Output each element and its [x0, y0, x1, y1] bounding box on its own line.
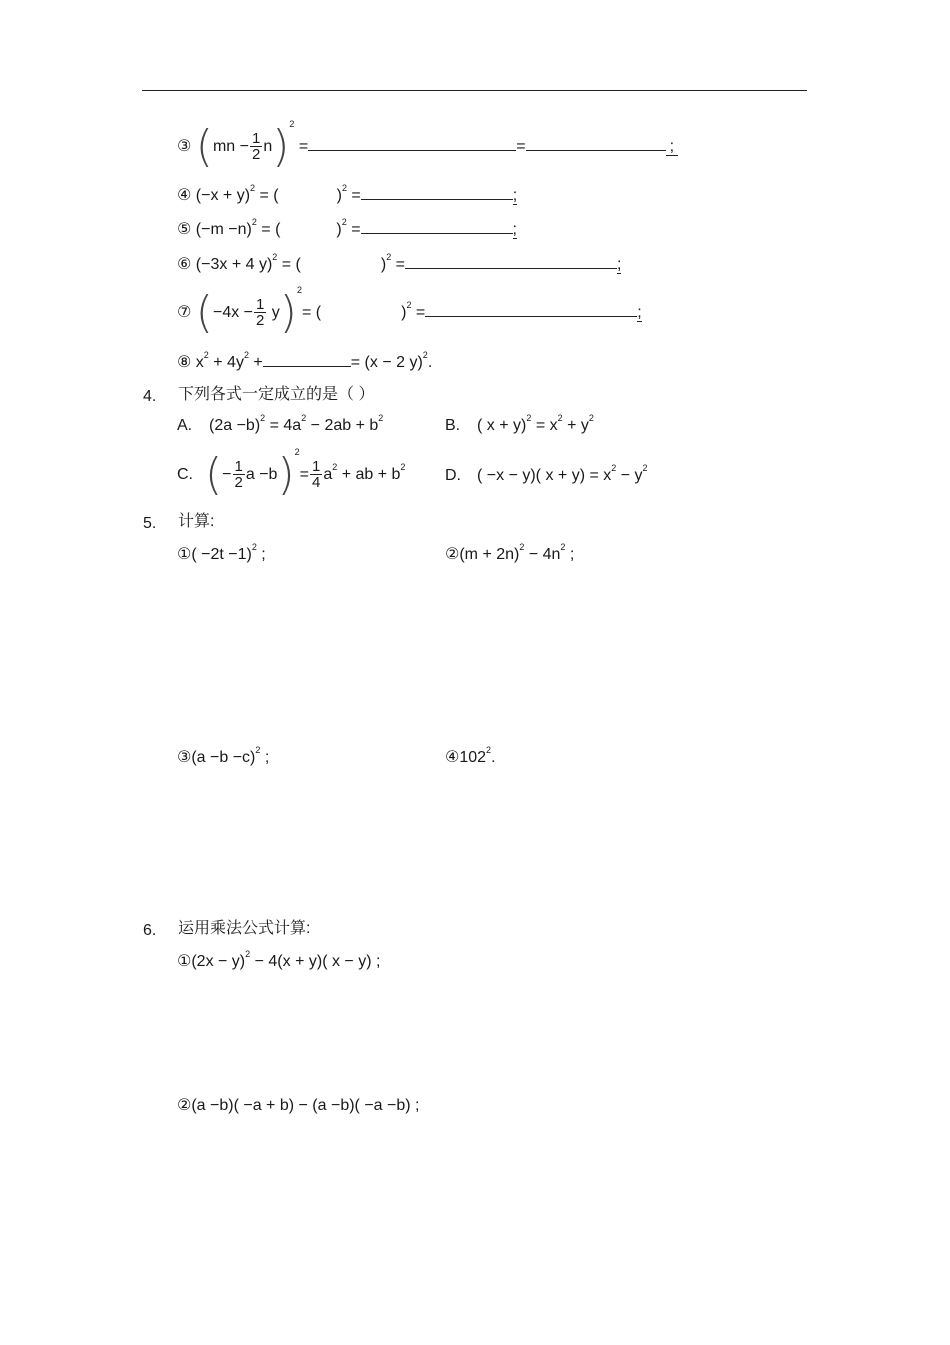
q6-item-2 [177, 1097, 419, 1114]
fraction-half: $\frac{1}{2}$ [252, 129, 261, 164]
answer-blank-5[interactable] [361, 221, 513, 234]
circle-mark-1: ① [177, 544, 192, 563]
exponent: 2 [251, 217, 257, 227]
option-text: = 4a [269, 417, 302, 434]
option-text: ( −x − y)( x + y) = x [477, 467, 612, 484]
circle-mark-6: ⑥ [177, 254, 192, 273]
expr: (−x + y) [195, 187, 251, 204]
circle-mark-3: ③ [177, 747, 192, 766]
exponent: 2 [526, 413, 532, 423]
q5-item-4 [445, 745, 496, 766]
exponent: 2 [611, 463, 617, 473]
semicolon: ; [261, 546, 266, 563]
semicolon: ; [637, 304, 642, 321]
equals: = [516, 138, 526, 155]
option-a[interactable] [177, 413, 384, 434]
fraction-half: $\frac{1}{2}$ [234, 457, 243, 492]
option-d[interactable] [445, 463, 648, 484]
left-paren: ( [195, 120, 213, 172]
equals: = [298, 138, 309, 155]
exponent: 2 [486, 745, 492, 755]
item-7 [177, 285, 642, 338]
period: . [427, 354, 433, 371]
q5-item-1 [177, 542, 266, 563]
circle-mark-4: ④ [445, 747, 460, 766]
circle-mark-8: ⑧ [177, 352, 192, 371]
left-paren: ( [205, 448, 223, 500]
q5-item-2 [445, 542, 575, 563]
exponent: 2 [243, 350, 249, 360]
exponent: 2 [378, 413, 384, 423]
answer-area-q6-2[interactable] [176, 1125, 796, 1315]
expr: − 4(x + y)( x − y) ; [254, 953, 381, 970]
option-text: + y [567, 417, 589, 434]
option-b[interactable] [445, 413, 594, 434]
option-text: − 2ab + b [310, 417, 379, 434]
expr-x: x [195, 354, 204, 371]
exponent: 2 [245, 949, 251, 959]
expr-rhs: = (x − 2 y) [350, 354, 423, 371]
option-text: − [222, 466, 232, 483]
circle-mark-2: ② [445, 544, 460, 563]
semicolon: ; [666, 138, 678, 156]
exponent: 2 [301, 413, 307, 423]
header-rule [142, 90, 807, 91]
q6-item-1 [177, 949, 381, 970]
exponent: 2 [260, 413, 266, 423]
question-4-stem: 下列各式一定成立的是（ ） [178, 386, 375, 403]
equals: = [351, 221, 361, 238]
answer-area-q5-row1[interactable] [176, 570, 796, 740]
exponent: 2 [400, 462, 406, 472]
right-paren: ) [279, 286, 297, 338]
circle-mark-3: ③ [177, 136, 192, 155]
answer-blank-6[interactable] [405, 256, 617, 269]
expr-y: y [271, 304, 280, 321]
answer-blank-3a[interactable] [308, 138, 516, 151]
item-3: ③ (mn − $\frac{1}{2}$ n)$^2$ = = ; [177, 124, 678, 169]
expr: (m + 2n) [459, 546, 520, 563]
exponent: 2 [642, 463, 648, 473]
item-6 [177, 252, 622, 273]
left-paren: ( [195, 286, 213, 338]
option-text: − y [620, 467, 643, 484]
exponent: 2 [557, 413, 563, 423]
exponent: 2 [341, 183, 347, 193]
equals: = [299, 466, 309, 483]
exponent: 2 [422, 350, 428, 360]
expr: 102 [459, 749, 487, 766]
exponent: 2 [296, 285, 302, 295]
right-paren: ) [277, 448, 295, 500]
question-6-number: 6. [143, 922, 157, 939]
equals: = [351, 187, 361, 204]
item-8 [177, 350, 433, 371]
expr: (−m −n) [195, 221, 252, 238]
answer-blank-3b[interactable] [526, 138, 666, 151]
option-text: ( x + y) [477, 417, 527, 434]
circle-mark-5: ⑤ [177, 219, 192, 238]
close-paren: ) [401, 304, 407, 321]
equals-open: = ( [301, 304, 322, 321]
exponent: 2 [332, 462, 338, 472]
expr: ( −2t −1) [191, 546, 252, 563]
option-label: C. [177, 466, 193, 483]
close-paren: ) [380, 256, 387, 273]
close-paren: ) [336, 221, 342, 238]
equals-open: = ( [261, 221, 281, 238]
fraction-quarter: $\frac{1}{4}$ [311, 457, 321, 492]
semicolon: ; [512, 221, 517, 238]
circle-mark-4: ④ [177, 185, 192, 204]
answer-area-q5-row2[interactable] [176, 775, 796, 915]
plus: + [253, 354, 263, 371]
exponent: 2 [250, 183, 256, 193]
option-c[interactable] [177, 447, 406, 500]
circle-mark-1: ① [177, 951, 192, 970]
fraction-half: $\frac{1}{2}$ [256, 295, 265, 330]
option-label: B. [445, 417, 461, 434]
exponent: 2 [251, 542, 257, 552]
expr-n: n [263, 138, 273, 155]
exponent: 2 [588, 413, 594, 423]
expr: (−3x + 4 y) [195, 256, 273, 273]
exponent: 2 [203, 350, 209, 360]
semicolon: ; [569, 546, 575, 563]
answer-blank-4[interactable] [361, 187, 513, 200]
exponent: 2 [406, 300, 412, 310]
question-5-number: 5. [143, 515, 157, 532]
equals: = [395, 256, 406, 273]
question-5-stem: 计算: [178, 513, 215, 530]
close-paren: ) [336, 187, 342, 204]
expr-mn: mn [212, 138, 236, 155]
exponent: 2 [289, 119, 295, 129]
equals-open: = ( [259, 187, 279, 204]
exponent: 2 [386, 252, 392, 262]
expr-pre: −4x − [212, 304, 253, 321]
question-6-stem: 运用乘法公式计算: [178, 920, 311, 937]
equals-open: = ( [281, 256, 301, 273]
option-text: (2a −b) [209, 417, 261, 434]
exponent: 2 [560, 542, 566, 552]
right-paren: ) [272, 120, 290, 172]
period: . [491, 749, 496, 766]
semicolon: ; [617, 256, 622, 273]
equals: = [415, 304, 426, 321]
circle-mark-7: ⑦ [177, 302, 192, 321]
expr: (2x − y) [191, 953, 246, 970]
option-label: A. [177, 417, 193, 434]
q5-item-3 [177, 745, 270, 766]
expr-mid: + 4y [213, 354, 244, 371]
option-text: a [323, 466, 333, 483]
exponent: 2 [272, 252, 278, 262]
item-4 [177, 183, 518, 204]
expr: (a −b)( −a + b) − (a −b)( −a −b) ; [191, 1097, 420, 1114]
answer-blank-8[interactable] [263, 354, 351, 367]
option-text: + ab + b [341, 466, 401, 483]
answer-area-q6-1[interactable] [176, 980, 796, 1090]
expr: − 4n [528, 546, 561, 563]
answer-blank-7[interactable] [425, 304, 637, 317]
exponent: 2 [294, 447, 300, 457]
expr: (a −b −c) [191, 749, 256, 766]
circle-mark-2: ② [177, 1095, 192, 1114]
option-label: D. [445, 467, 461, 484]
option-text: a −b [245, 466, 278, 483]
exponent: 2 [341, 217, 347, 227]
option-text: = x [535, 417, 558, 434]
item-5 [177, 217, 517, 238]
exponent: 2 [255, 745, 261, 755]
semicolon: ; [264, 749, 270, 766]
exponent: 2 [519, 542, 525, 552]
semicolon: ; [512, 187, 518, 204]
question-4-number: 4. [143, 388, 157, 405]
